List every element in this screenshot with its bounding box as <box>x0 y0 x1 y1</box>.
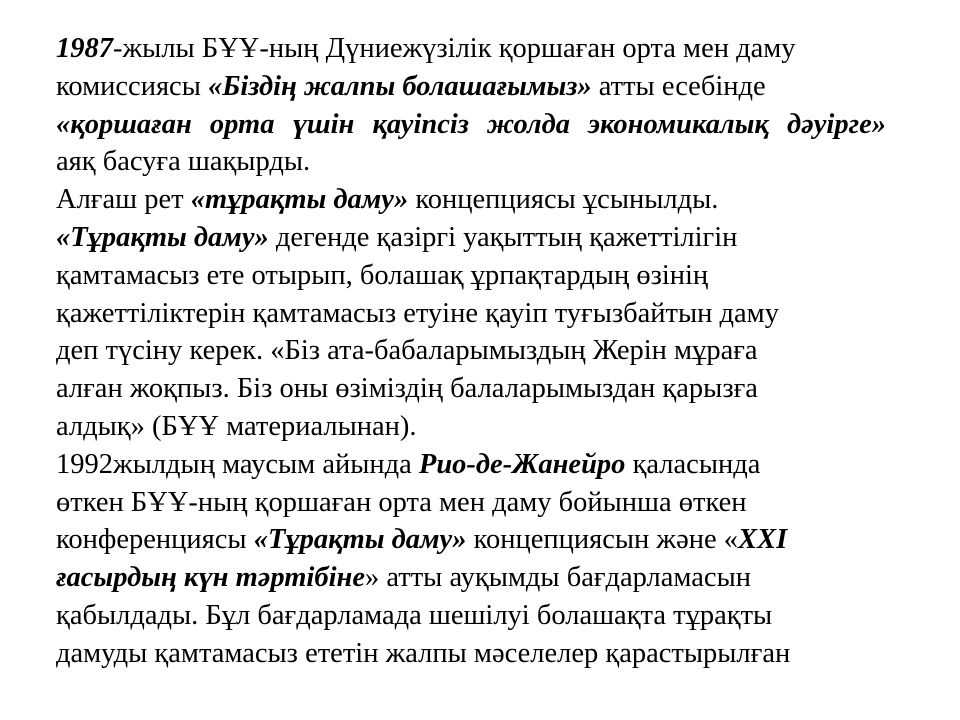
text-line <box>56 370 886 408</box>
plain-text: деп түсіну керек. «Біз ата-бабаларымыздың Жерін мұраға <box>56 335 758 367</box>
text-line <box>56 295 886 333</box>
plain-text: » атты ауқымды бағдарламасын <box>364 562 751 594</box>
emphasis-text: Рио-де-Жанейро <box>418 448 626 480</box>
text-line <box>56 446 886 484</box>
emphasis-text: 1987 <box>56 33 113 64</box>
plain-text: қамтамасыз ете отырып, болашақ ұрпақтардың өзінің <box>56 259 709 291</box>
text-line <box>56 559 886 597</box>
plain-text: дамуды қамтамасыз ететін жалпы мәселелер қарастырылған <box>56 637 791 669</box>
text-line <box>56 257 886 295</box>
plain-text: қажеттіліктерін қамтамасыз етуіне қауіп туғызбайтын даму <box>56 297 779 329</box>
plain-text: дегенде қазіргі уақыттың қажеттілігін <box>268 221 738 253</box>
text-line <box>56 106 886 144</box>
plain-text: өткен БҰҰ-ның қоршаған орта мен даму бойынша өткен <box>56 486 747 518</box>
plain-text: қабылдады. Бұл бағдарламада шешілуі болашақта тұрақты <box>56 599 773 631</box>
text-line <box>56 143 886 181</box>
text-line <box>56 219 886 257</box>
emphasis-text: «қоршаған орта үшін қауіпсіз жолда экономикалық дәуірге» <box>56 108 886 140</box>
plain-text: концепциясы ұсынылды. <box>408 184 719 216</box>
plain-text: атты есебінде <box>591 70 766 102</box>
emphasis-text: ғасырдың күн тәртібіне <box>56 562 365 594</box>
text-line <box>56 597 886 635</box>
text-line <box>56 484 886 522</box>
plain-text: қаласында <box>625 448 761 480</box>
text-line <box>56 408 886 446</box>
emphasis-text: «Тұрақты даму» <box>253 524 467 556</box>
emphasis-text: «тұрақты даму» <box>190 184 409 216</box>
plain-text: аяқ басуға шақырды. <box>56 146 311 178</box>
text-line <box>56 332 886 370</box>
emphasis-text: «Тұрақты даму» <box>56 221 269 253</box>
plain-text: конференциясы <box>56 524 254 556</box>
body-text <box>56 30 886 673</box>
text-line <box>56 181 886 219</box>
text-line <box>56 30 886 68</box>
text-line <box>56 68 886 106</box>
plain-text: -жылы БҰҰ-ның Дүниежүзілік қоршаған орта мен даму <box>113 33 796 64</box>
emphasis-text: XXI <box>738 524 788 556</box>
plain-text: комиссиясы <box>56 70 208 102</box>
emphasis-text: «Біздің жалпы болашағымыз» <box>207 70 592 102</box>
plain-text: Алғаш рет <box>56 184 191 216</box>
text-line <box>56 521 886 559</box>
plain-text: 1992жылдың маусым айында <box>56 448 419 480</box>
plain-text: алған жоқпыз. Біз оны өзіміздің балаларымыздан қарызға <box>56 373 758 405</box>
plain-text: концепциясын және « <box>466 524 739 556</box>
plain-text: алдық» (БҰҰ материалынан). <box>56 410 417 442</box>
text-line <box>56 635 886 673</box>
